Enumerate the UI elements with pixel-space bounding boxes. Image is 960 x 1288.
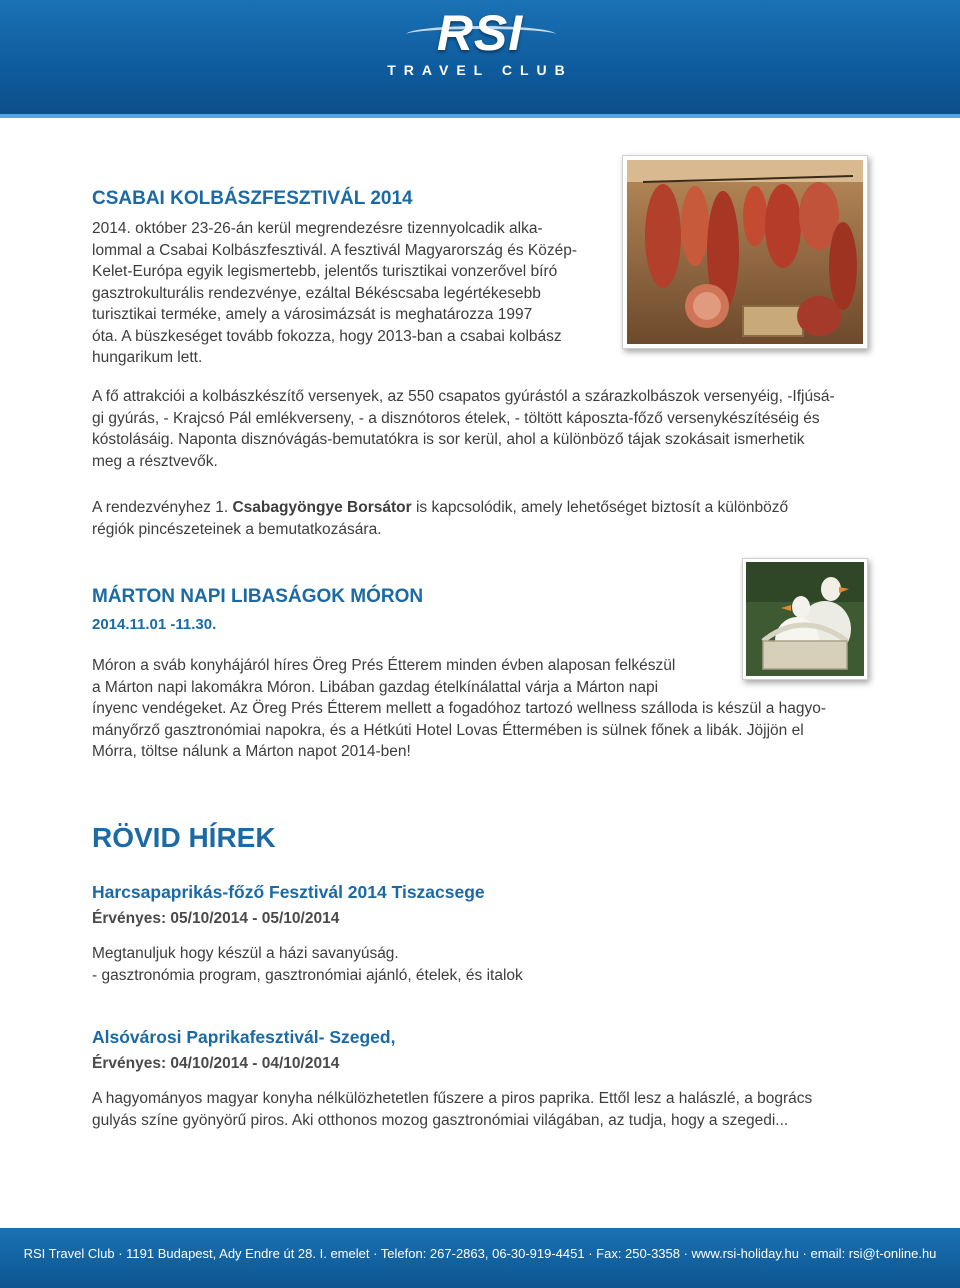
extra-line-2: régiók pincészeteinek a bemutatkozására. xyxy=(92,520,382,538)
news-line: A hagyományos magyar konyha nélkülözhetetlen fűszere a piros paprika. Ettől lesz a halászlé, a bogrács xyxy=(92,1090,813,1107)
intro-line: turisztikai terméke, amely a városimázsát is meghatározza 1997 xyxy=(92,306,533,323)
extra-line xyxy=(92,497,882,519)
rsi-logo[interactable] xyxy=(380,5,580,92)
intro-line: gasztrokulturális rendezvénye, ezáltal Békéscsaba legértékesebb xyxy=(92,284,541,302)
article2-line: ínyenc vendégeket. Az Öreg Prés Étterem mellett a fogadóhoz tartozó wellness szálloda is készül a hagyo- xyxy=(92,700,827,717)
news-heading: RÖVID HÍREK xyxy=(92,822,276,853)
article2-line: a Márton napi lakomákra Móron. Libában gazdag ételkínálattal várja a Márton napi xyxy=(92,678,659,696)
news-line: - gasztronómia program, gasztronómiai ajánló, ételek, és italok xyxy=(92,966,523,984)
intro-line: lommal a Csabai Kolbászfesztivál. A fesztivál Magyarország és Közép- xyxy=(92,241,578,259)
article-title-marton: MÁRTON NAPI LIBASÁGOK MÓRON xyxy=(92,586,424,607)
body-line: kóstolásáig. Naponta disznóvágás-bemutatókra is sor kerül, ahol a különböző tájak szokásait ismerhetik xyxy=(92,431,805,448)
body-line: meg a résztvevők. xyxy=(92,452,218,470)
news-item-body xyxy=(92,1088,882,1131)
news-item-validity: Érvényes: 04/10/2014 - 04/10/2014 xyxy=(92,1055,340,1072)
news-item-title[interactable]: Harcsapaprikás-főző Fesztivál 2014 Tiszacsege xyxy=(92,882,485,902)
intro-line: óta. A büszkeséget tovább fokozza, hogy 2013-ban a csabai kolbász xyxy=(92,327,562,345)
logo-sub-text: TRAVEL CLUB xyxy=(387,62,573,78)
news-line: gulyás színe gyönyörű piros. Aki otthonos mozog gasztronómiai világában, az tudja, hogy a szegedi... xyxy=(92,1111,789,1129)
extra-prefix: A rendezvényhez 1. xyxy=(92,499,229,516)
page-header xyxy=(0,0,960,114)
logo-swoosh xyxy=(406,26,556,43)
article-title-kolbaszfesztival: CSABAI KOLBÁSZFESZTIVÁL 2014 xyxy=(92,188,413,209)
news-item-title[interactable]: Alsóvárosi Paprikafesztivál- Szeged, xyxy=(92,1027,396,1047)
news-item-body xyxy=(92,943,882,986)
article2-line: Mórra, töltse nálunk a Márton napot 2014-ben! xyxy=(92,743,411,760)
sausage-photo xyxy=(622,155,868,349)
intro-line: Kelet-Európa egyik legismertebb, jelentős turisztikai vonzerővel bíró xyxy=(92,263,558,280)
header-divider xyxy=(0,114,960,118)
extra-suffix: is kapcsolódik, amely lehetőséget biztosít a különböző xyxy=(415,499,789,516)
article-intro xyxy=(92,218,612,369)
sausage-illustration xyxy=(623,156,867,348)
article-body xyxy=(92,386,882,472)
article2-body xyxy=(92,655,882,763)
article2-line: mányőrző gasztronómiai napokra, és a Hétkúti Hotel Lovas Éttermében is sülnek főnek a libák. Jöjjön el xyxy=(92,721,804,739)
article2-line: Móron a sváb konyhájáról híres Öreg Prés Étterem minden évben alaposan felkészül xyxy=(92,657,676,674)
intro-line: hungarikum lett. xyxy=(92,349,203,366)
footer-contact: RSI Travel Club · 1191 Budapest, Ady Endre út 28. I. emelet · Telefon: 267-2863, 06-30-919-4451 · Fax: 250-3358 · www.rsi-holiday.hu · email: rsi@t-online.hu xyxy=(23,1246,937,1261)
body-line: gi gyúrás, - Krajcsó Pál emlékverseny, - a disznótoros ételek, - töltött káposzta-főző versenykészítéséig és xyxy=(92,409,820,427)
article-date: 2014.11.01 -11.30. xyxy=(92,616,217,633)
article-extra xyxy=(92,497,882,540)
intro-line: 2014. október 23-26-án kerül megrendezésre tizennyolcadik alka- xyxy=(92,220,543,237)
logo-main-text: RSI xyxy=(436,5,524,61)
body-line: A fő attrakciói a kolbászkészítő versenyek, az 550 csapatos gyúrástól a szárazkolbászok versenyéig, -Ifjúsá- xyxy=(92,388,835,405)
news-item-validity: Érvényes: 05/10/2014 - 05/10/2014 xyxy=(92,910,340,927)
borsator-name: Csabagyöngye Borsátor xyxy=(232,499,412,516)
news-line: Megtanuljuk hogy készül a házi savanyúság. xyxy=(92,945,399,962)
